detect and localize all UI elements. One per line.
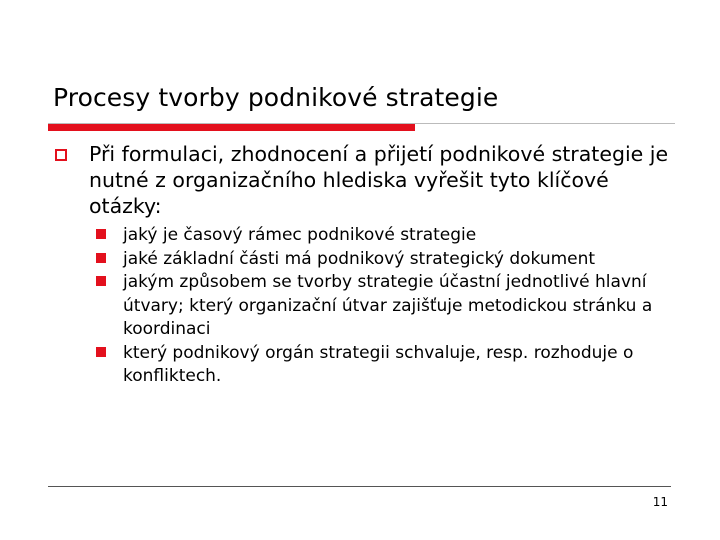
filled-square-bullet-icon	[96, 253, 106, 263]
filled-square-bullet-icon	[96, 347, 106, 357]
list-item	[96, 248, 656, 272]
slide-title: Procesy tvorby podnikové strategie	[53, 83, 499, 112]
sub-bullet-text: jaké základní části má podnikový strategický dokument	[123, 248, 596, 269]
sub-bullet-text: jakým způsobem se tvorby strategie účastní jednotlivé hlavní útvary; který organizační útvar zajišťuje metodickou stránku a koordinaci	[123, 272, 653, 339]
footer-divider-line	[48, 486, 671, 487]
page-number: 11	[652, 495, 668, 509]
list-item	[96, 224, 656, 248]
list-item	[96, 271, 656, 342]
title-accent-bar	[48, 124, 415, 131]
list-item	[96, 342, 656, 389]
filled-square-bullet-icon	[96, 229, 106, 239]
filled-square-bullet-icon	[96, 276, 106, 286]
sub-bullet-text: který podnikový orgán strategii schvaluje, resp. rozhoduje o konfliktech.	[123, 342, 634, 386]
sub-bullet-list	[96, 224, 656, 389]
main-bullet-text: Při formulaci, zhodnocení a přijetí podnikové strategie je nutné z organizačního hlediska vyřešit tyto klíčové otázky:	[89, 142, 669, 218]
sub-bullet-text: jaký je časový rámec podnikové strategie	[123, 225, 477, 245]
hollow-square-bullet-icon	[55, 149, 67, 161]
